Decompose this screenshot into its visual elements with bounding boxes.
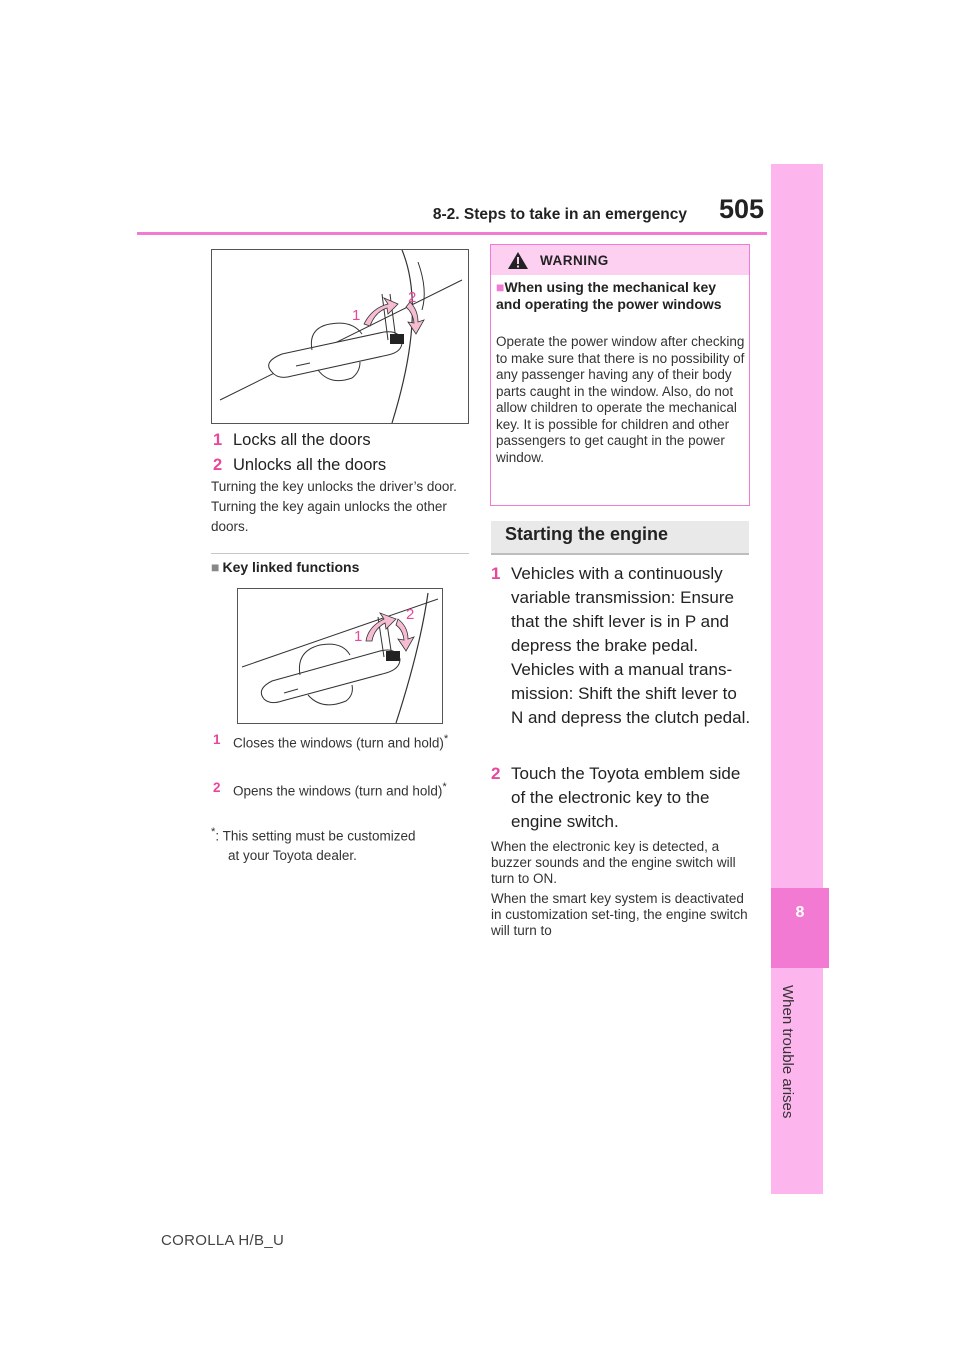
header-rule — [137, 232, 767, 235]
step-text: Unlocks all the doors — [233, 456, 387, 474]
lock-step — [213, 429, 473, 451]
key-linked-functions-heading: ■ Key linked functions — [211, 559, 360, 575]
section-title: 8-2. Steps to take in an emergency — [432, 206, 687, 223]
engine-step-2 — [491, 762, 756, 834]
asterisk-mark: * — [443, 733, 449, 745]
warning-subheading: ■When using the mechanical key and operating the power windows — [496, 279, 722, 312]
engine-step-1 — [491, 562, 756, 730]
unlock-note: Turning the key unlocks the driver’s door. Turning the key again unlocks the other doors. — [211, 479, 457, 534]
step-number: 2 — [213, 780, 221, 795]
asterisk-mark: * — [211, 826, 216, 838]
step-text: Locks all the doors — [233, 431, 371, 449]
step-number: 1 — [213, 431, 223, 449]
step-text-cvt: Vehicles with a continuously variable transmission: Ensure that the shift lever is in P and depress the brake pedal. — [511, 564, 734, 655]
asterisk-mark: * — [442, 781, 447, 793]
page-number: 505 — [718, 194, 764, 224]
section-divider — [211, 553, 469, 554]
step-text: Touch the Toyota emblem side of the electronic key to the engine switch. — [511, 764, 741, 831]
key-linked-functions-figure — [237, 588, 443, 724]
warning-body: Operate the power window after checking to make sure that there is no possibility of any passenger having any of their body parts caught in the window. Also, do not allow children to operate the mechanical key. It is possible for children and other passengers to get caught in the power window. — [496, 334, 745, 465]
figure1-callout-1: 1 — [352, 307, 361, 324]
door-handle-illustration — [238, 589, 442, 723]
warning-header — [491, 245, 749, 275]
step-number: 1 — [491, 564, 501, 583]
square-bullet-icon: ■ — [211, 559, 220, 575]
warning-title: WARNING — [540, 253, 609, 268]
step-number: 2 — [491, 764, 501, 783]
step-number: 1 — [213, 732, 221, 747]
open-windows-step — [213, 775, 463, 804]
engine-note-2: When the smart key system is deactivated in customization set-ting, the engine switch will turn to — [491, 891, 748, 938]
figure1-callout-2: 2 — [408, 289, 417, 306]
unlock-step — [213, 454, 473, 476]
door-handle-key-figure — [211, 249, 469, 424]
figure2-callout-2: 2 — [406, 606, 415, 623]
square-bullet-icon: ■ — [496, 279, 505, 295]
chapter-label: When trouble arises — [779, 985, 796, 1119]
step-text-manual: Vehicles with a manual trans-mission: Shift the shift lever to N and depress the clutch pedal. — [511, 660, 751, 727]
figure2-callout-1: 1 — [354, 628, 363, 645]
warning-triangle-icon — [507, 251, 529, 270]
step-text: Closes the windows (turn and hold) — [233, 735, 444, 751]
footer-model: COROLLA H/B_U — [161, 1232, 285, 1249]
close-windows-step — [213, 727, 463, 756]
step-number: 2 — [213, 456, 223, 474]
starting-engine-title: Starting the engine — [505, 524, 669, 544]
engine-note-1: When the electronic key is detected, a buzzer sounds and the engine switch will turn to ON. — [491, 839, 736, 886]
chapter-number: 8 — [795, 904, 805, 921]
step-text: Opens the windows (turn and hold) — [233, 783, 443, 799]
door-handle-illustration — [212, 250, 468, 423]
footnote: *: This setting must be customized at your Toyota dealer. — [211, 826, 416, 863]
chapter-tab[interactable] — [771, 888, 829, 968]
